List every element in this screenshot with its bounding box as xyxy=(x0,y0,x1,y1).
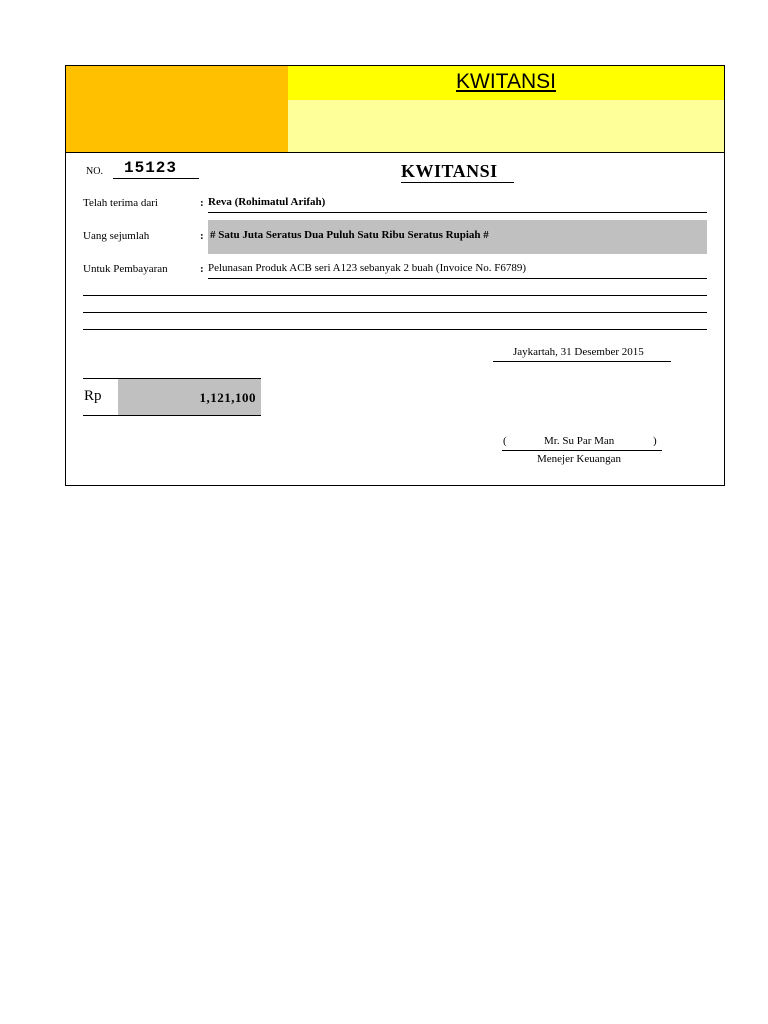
signatory-role: Menejer Keuangan xyxy=(537,453,621,465)
receipt-form xyxy=(65,65,725,486)
received-from-label: Telah terima dari xyxy=(83,197,158,209)
amount-words-colon: : xyxy=(200,230,204,242)
received-from-underline xyxy=(208,212,707,213)
header-orange-block xyxy=(66,66,288,152)
receipt-number-label: NO. xyxy=(86,166,103,177)
blank-line xyxy=(83,312,707,313)
received-from-value: Reva (Rohimatul Arifah) xyxy=(208,196,326,208)
receipt-number-underline xyxy=(113,178,199,179)
blank-line xyxy=(83,295,707,296)
amount-words-value: # Satu Juta Seratus Dua Puluh Satu Ribu Seratus Rupiah # xyxy=(210,229,489,241)
payment-for-value: Pelunasan Produk ACB seri A123 sebanyak 2 buah (Invoice No. F6789) xyxy=(208,262,527,274)
amount-box-bottom-border xyxy=(83,415,261,416)
document-title-underline xyxy=(401,182,514,183)
amount-currency: Rp xyxy=(84,388,102,404)
signatory-name: Mr. Su Par Man xyxy=(544,435,615,447)
signature-close-paren: ) xyxy=(653,435,657,447)
received-from-colon: : xyxy=(200,197,204,209)
payment-for-colon: : xyxy=(200,263,204,275)
amount-words-label: Uang sejumlah xyxy=(83,230,150,242)
header-title: KWITANSI xyxy=(456,70,556,93)
receipt-date: Jaykartah, 31 Desember 2015 xyxy=(513,346,644,358)
document-title: KWITANSI xyxy=(401,161,498,181)
payment-for-underline xyxy=(208,278,707,279)
signature-open-paren: ( xyxy=(503,435,507,447)
receipt-date-underline xyxy=(493,361,671,362)
amount-value: 1,121,100 xyxy=(199,390,256,405)
signature-line xyxy=(502,450,662,451)
payment-for-label: Untuk Pembayaran xyxy=(83,263,168,275)
blank-line xyxy=(83,329,707,330)
header-light-yellow-band xyxy=(288,100,724,152)
receipt-number-value: 15123 xyxy=(124,159,178,177)
header-divider xyxy=(66,152,724,153)
